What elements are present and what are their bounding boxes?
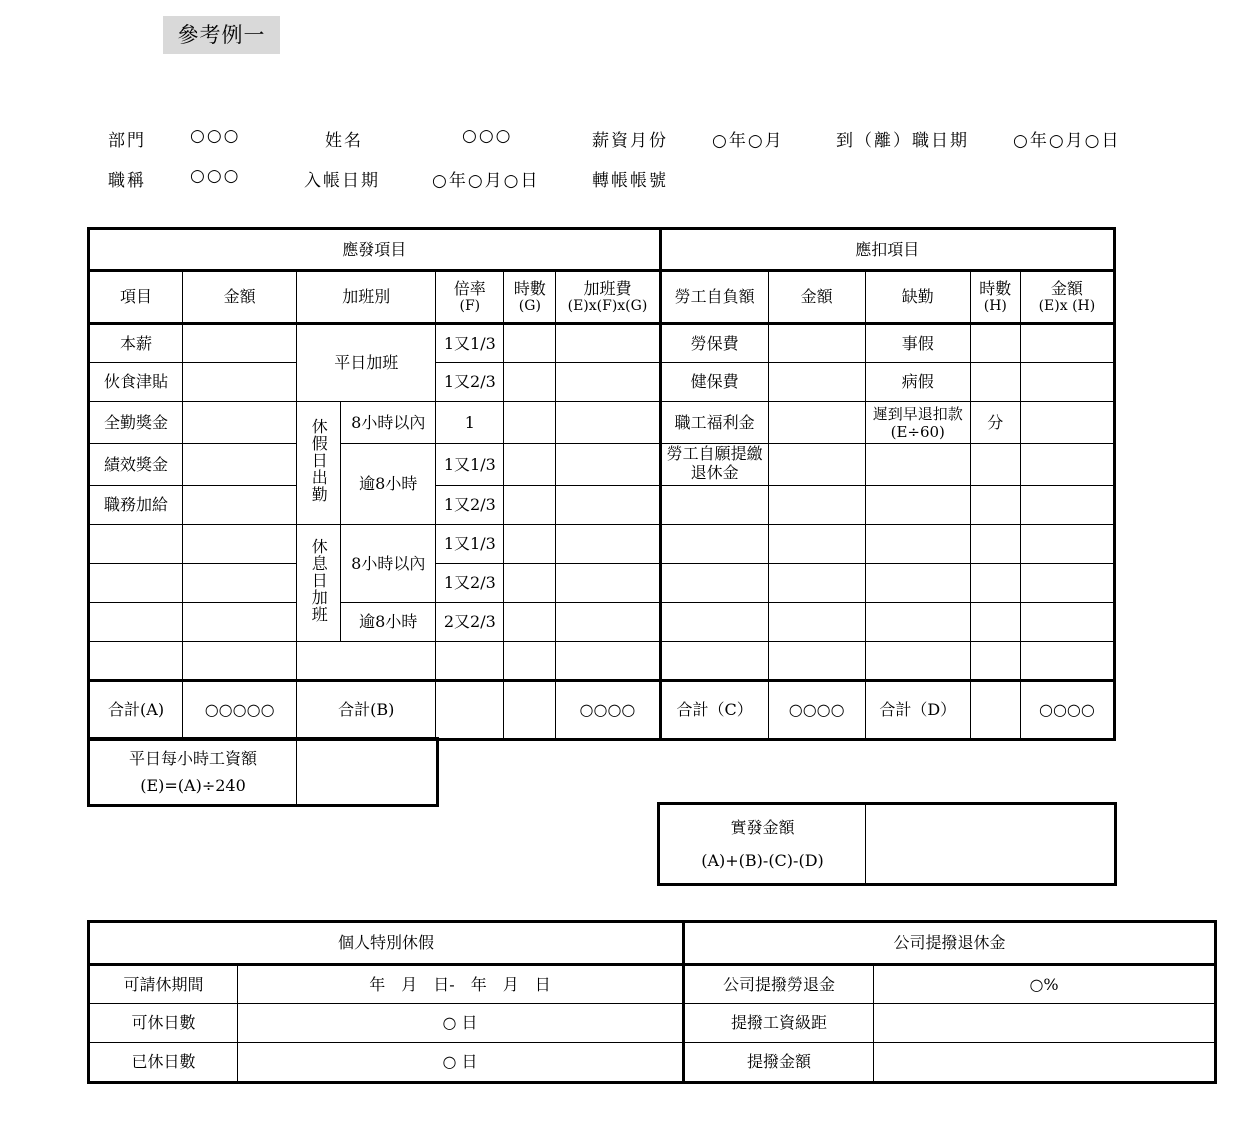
total-a-value: ○○○○○	[183, 681, 297, 739]
col-hours	[504, 271, 556, 324]
net-pay-value[interactable]	[866, 805, 1115, 884]
hours-cell[interactable]	[504, 363, 556, 402]
ot-fee-cell[interactable]	[556, 642, 660, 681]
item-attendance-bonus: 全勤獎金	[90, 402, 183, 444]
amount-cell[interactable]	[183, 444, 297, 486]
amount-cell[interactable]	[183, 603, 297, 642]
rest-ot-text: 休息日加班	[309, 538, 329, 624]
hours-cell[interactable]	[970, 564, 1020, 603]
ot-fee-cell[interactable]	[556, 603, 660, 642]
col-rate-label: 倍率	[453, 279, 486, 298]
deductions-header: 應扣項目	[660, 230, 1113, 271]
total-d-value: ○○○○	[1020, 681, 1113, 739]
account-label: 轉帳帳號	[592, 171, 668, 191]
ot-fee-cell[interactable]	[556, 486, 660, 525]
deduct-labor-insurance: 勞保費	[660, 324, 768, 363]
col-amount2: 金額	[768, 271, 865, 324]
deposit-date-value: ○年○月○日	[432, 171, 540, 191]
hourly-wage-label	[90, 740, 297, 805]
amount-cell[interactable]	[768, 486, 865, 525]
hours-cell[interactable]	[504, 486, 556, 525]
pension-wage-grade-value[interactable]	[874, 1004, 1215, 1043]
ot-fee-cell[interactable]	[556, 324, 660, 363]
absence-personal-leave: 事假	[865, 324, 970, 363]
rate-cell: 1又2/3	[436, 363, 504, 402]
absence-cell[interactable]	[865, 525, 970, 564]
rate-cell: 1又1/3	[436, 324, 504, 363]
deposit-date-label: 入帳日期	[304, 171, 380, 191]
hours-cell[interactable]	[970, 642, 1020, 681]
hours-cell[interactable]	[970, 363, 1020, 402]
pension-title: 公司提撥退休金	[684, 923, 1215, 965]
name-label: 姓名	[325, 131, 363, 151]
amount-cell[interactable]	[183, 525, 297, 564]
hours-cell[interactable]	[970, 525, 1020, 564]
join-date-label: 到（離）職日期	[836, 131, 969, 151]
net-pay-label-line1: 實發金額	[730, 817, 795, 837]
hours-cell[interactable]	[504, 603, 556, 642]
ot-fee-cell[interactable]	[556, 402, 660, 444]
amount-cell[interactable]	[768, 642, 865, 681]
leave-available-label: 可休日數	[90, 1004, 238, 1043]
pension-contrib-label: 公司提撥勞退金	[684, 965, 874, 1004]
total-c-label: 合計（C）	[660, 681, 768, 739]
ot-fee-cell[interactable]	[556, 525, 660, 564]
amount-cell[interactable]	[1020, 525, 1113, 564]
salary-table	[89, 229, 1114, 739]
amount-cell[interactable]	[768, 444, 865, 486]
pay-month-value: ○年○月	[712, 131, 784, 151]
col-ot-fee-sub: (E)x(F)x(G)	[567, 298, 648, 315]
pay-month-label: 薪資月份	[592, 131, 668, 151]
rate-cell[interactable]	[436, 642, 504, 681]
leave-title: 個人特別休假	[90, 923, 684, 965]
hours-cell[interactable]	[970, 324, 1020, 363]
hours-cell[interactable]	[504, 642, 556, 681]
rate-cell: 1又2/3	[436, 564, 504, 603]
deduct-cell[interactable]	[660, 486, 768, 525]
hours-cell[interactable]	[504, 564, 556, 603]
dept-label: 部門	[108, 131, 146, 151]
leave-pension-table	[89, 922, 1215, 1082]
ot-type-cell[interactable]	[297, 642, 436, 681]
rest-ot-label	[297, 525, 341, 642]
total-b-rate-cell	[436, 681, 504, 739]
earnings-header: 應發項目	[90, 230, 661, 271]
hours-cell[interactable]	[504, 444, 556, 486]
name-value: ○○○	[462, 126, 513, 146]
absence-late-deduction: 遲到早退扣款(E÷60)	[865, 402, 970, 444]
join-date-value: ○年○月○日	[1013, 131, 1121, 151]
amount-cell[interactable]	[1020, 642, 1113, 681]
amount-cell[interactable]	[768, 363, 865, 402]
amount-cell[interactable]	[1020, 444, 1113, 486]
amount-cell[interactable]	[183, 324, 297, 363]
amount-cell[interactable]	[768, 603, 865, 642]
dept-value: ○○○	[190, 126, 241, 146]
absence-cell[interactable]	[865, 564, 970, 603]
hours-cell[interactable]	[970, 603, 1020, 642]
total-d-label: 合計（D）	[865, 681, 970, 739]
leave-used-label: 已休日數	[90, 1043, 238, 1082]
total-d-hours-cell	[970, 681, 1020, 739]
deduct-cell[interactable]	[660, 642, 768, 681]
item-cell[interactable]	[90, 525, 183, 564]
ot-fee-cell[interactable]	[556, 444, 660, 486]
within-8-label: 8小時以內	[341, 525, 436, 603]
ot-fee-cell[interactable]	[556, 564, 660, 603]
holiday-ot-text: 休假日出勤	[309, 418, 329, 504]
amount-cell[interactable]	[768, 525, 865, 564]
item-performance-bonus: 績效獎金	[90, 444, 183, 486]
total-a-label: 合計(A)	[90, 681, 183, 739]
amount-cell[interactable]	[1020, 486, 1113, 525]
amount-cell[interactable]	[768, 324, 865, 363]
amount-cell[interactable]	[183, 564, 297, 603]
hours-cell[interactable]	[970, 444, 1020, 486]
net-pay-table	[659, 804, 1115, 884]
absence-cell[interactable]	[865, 603, 970, 642]
leave-period-value: 年 月 日- 年 月 日	[238, 965, 684, 1004]
rate-cell: 1又1/3	[436, 525, 504, 564]
net-pay-label	[660, 805, 866, 884]
col-absence: 缺勤	[865, 271, 970, 324]
deduct-voluntary-pension: 勞工自願提繳退休金	[660, 444, 768, 486]
deduct-cell[interactable]	[660, 525, 768, 564]
col-hours2	[970, 271, 1020, 324]
hours-cell[interactable]	[970, 486, 1020, 525]
rate-cell: 1又1/3	[436, 444, 504, 486]
col-ot-fee	[556, 271, 660, 324]
job-title-label: 職稱	[108, 171, 146, 191]
amount-cell[interactable]	[183, 402, 297, 444]
net-pay-formula: (A)+(B)-(C)-(D)	[701, 851, 824, 870]
holiday-ot-label	[297, 402, 341, 525]
item-cell[interactable]	[90, 564, 183, 603]
col-rate-sub: (F)	[459, 298, 481, 315]
hours-cell[interactable]	[504, 525, 556, 564]
rate-cell: 2又2/3	[436, 603, 504, 642]
col-item: 項目	[90, 271, 183, 324]
deduct-cell[interactable]	[660, 603, 768, 642]
hourly-wage-formula: (E)=(A)÷240	[140, 776, 246, 795]
minute-unit: 分	[970, 402, 1020, 444]
col-ot-fee-label: 加班費	[583, 279, 632, 298]
amount-cell[interactable]	[183, 363, 297, 402]
amount-cell[interactable]	[1020, 603, 1113, 642]
item-base-pay: 本薪	[90, 324, 183, 363]
col-amount: 金額	[183, 271, 297, 324]
item-position-allowance: 職務加給	[90, 486, 183, 525]
absence-sick-leave: 病假	[865, 363, 970, 402]
leave-used-value: ○ 日	[238, 1043, 684, 1082]
amount-cell[interactable]	[768, 402, 865, 444]
col-amount3-sub: (E)x (H)	[1038, 298, 1096, 315]
col-ot-type: 加班別	[297, 271, 436, 324]
col-hours-sub: (G)	[518, 298, 541, 315]
deduct-welfare-fund: 職工福利金	[660, 402, 768, 444]
col-hours-label: 時數	[513, 279, 546, 298]
over-8-label: 逾8小時	[341, 603, 436, 642]
rate-cell: 1又2/3	[436, 486, 504, 525]
total-b-value: ○○○○	[556, 681, 660, 739]
absence-cell[interactable]	[865, 486, 970, 525]
leave-period-label: 可請休期間	[90, 965, 238, 1004]
pension-amount-label: 提撥金額	[684, 1043, 874, 1082]
over-8-label: 逾8小時	[341, 444, 436, 525]
total-c-value: ○○○○	[768, 681, 865, 739]
item-meal-allowance: 伙食津貼	[90, 363, 183, 402]
hourly-wage-label-line1: 平日每小時工資額	[128, 748, 257, 768]
amount-cell[interactable]	[1020, 402, 1113, 444]
pension-contrib-value: ○%	[874, 965, 1215, 1004]
col-amount3	[1020, 271, 1113, 324]
within-8-label: 8小時以內	[341, 402, 436, 444]
deduct-cell[interactable]	[660, 564, 768, 603]
total-b-hours-cell	[504, 681, 556, 739]
hourly-wage-table	[89, 739, 437, 805]
pension-amount-value[interactable]	[874, 1043, 1215, 1082]
amount-cell[interactable]	[183, 486, 297, 525]
job-title-value: ○○○	[190, 166, 241, 186]
pension-wage-grade-label: 提撥工資級距	[684, 1004, 874, 1043]
weekday-ot-label: 平日加班	[297, 324, 436, 402]
amount-cell[interactable]	[768, 564, 865, 603]
ot-fee-cell[interactable]	[556, 363, 660, 402]
col-hours2-sub: (H)	[983, 298, 1007, 315]
col-rate	[436, 271, 504, 324]
total-b-label: 合計(B)	[297, 681, 436, 739]
item-cell[interactable]	[90, 603, 183, 642]
page-title: 參考例一	[163, 16, 280, 54]
deduct-health-insurance: 健保費	[660, 363, 768, 402]
hours-cell[interactable]	[504, 402, 556, 444]
absence-cell[interactable]	[865, 642, 970, 681]
hours-cell[interactable]	[504, 324, 556, 363]
amount-cell[interactable]	[183, 642, 297, 681]
absence-cell[interactable]	[865, 444, 970, 486]
item-cell[interactable]	[90, 642, 183, 681]
col-hours2-label: 時數	[979, 279, 1012, 298]
amount-cell[interactable]	[1020, 363, 1113, 402]
rate-cell: 1	[436, 402, 504, 444]
col-amount3-label: 金額	[1050, 279, 1083, 298]
amount-cell[interactable]	[1020, 324, 1113, 363]
hourly-wage-value[interactable]	[297, 740, 437, 805]
col-labor-self: 勞工自負額	[660, 271, 768, 324]
amount-cell[interactable]	[1020, 564, 1113, 603]
leave-available-value: ○ 日	[238, 1004, 684, 1043]
